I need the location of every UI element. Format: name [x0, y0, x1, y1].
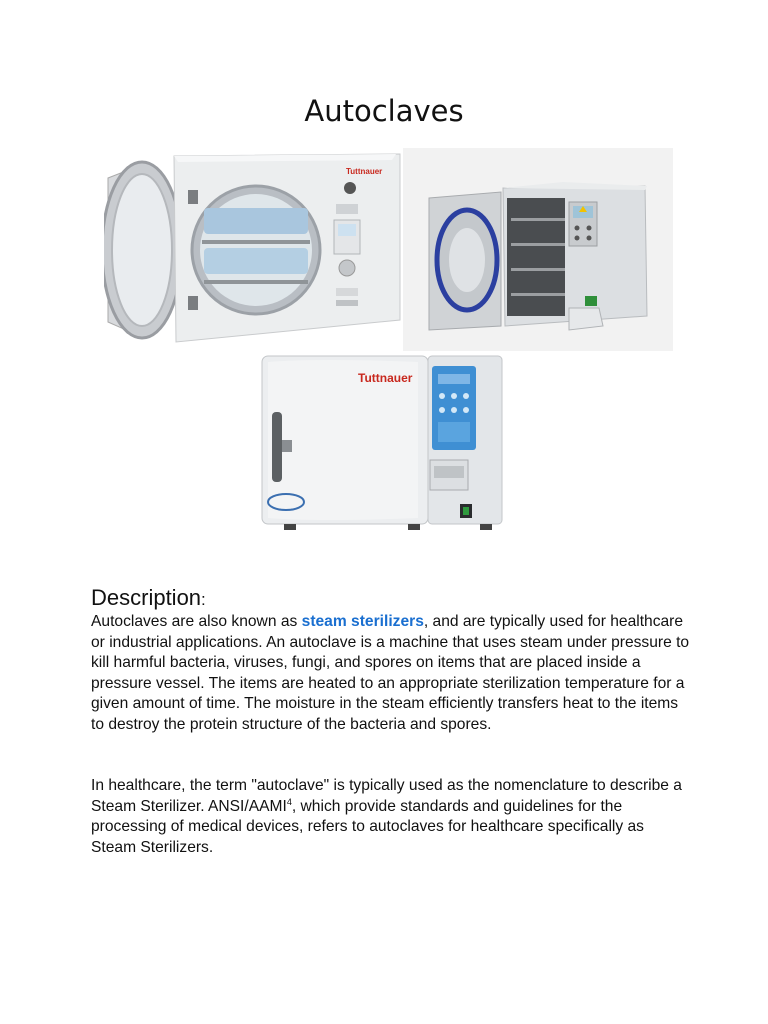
autoclave-image-1 [104, 150, 402, 350]
autoclave-image-3 [258, 352, 508, 542]
page-title: Autoclaves [304, 94, 464, 128]
steam-sterilizers-link[interactable]: steam sterilizers [301, 613, 424, 630]
description-heading: Description: [91, 585, 206, 610]
brand-label-3: Tuttnauer [358, 371, 413, 385]
description-paragraph-2: In healthcare, the term "autoclave" is typically used as the nomenclature to describe a Steam Sterilizer. ANSI/AAMI$^4$, which provide standards and guidelines for the processing of medical devices, refers to autoclaves for healthcare specifically as Steam Sterilizers. [91, 777, 682, 856]
brand-label-1: Tuttnauer [346, 167, 383, 176]
footnote-marker: 4 [286, 796, 292, 807]
autoclave-image-2 [403, 148, 673, 351]
description-paragraph-1: Autoclaves are also known as steam sterilizers, and are typically used for healthcare or industrial applications. An autoclave is a machine that uses steam under pressure to kill harmful bacteria, viruses, fungi, and spores on items that are placed inside a pressure vessel. The items are heated to an appropriate sterilization temperature for a given amount of time. The moisture in the steam efficiently transfers heat to the items to destroy the protein structure of the bacteria and spores. [91, 613, 690, 733]
